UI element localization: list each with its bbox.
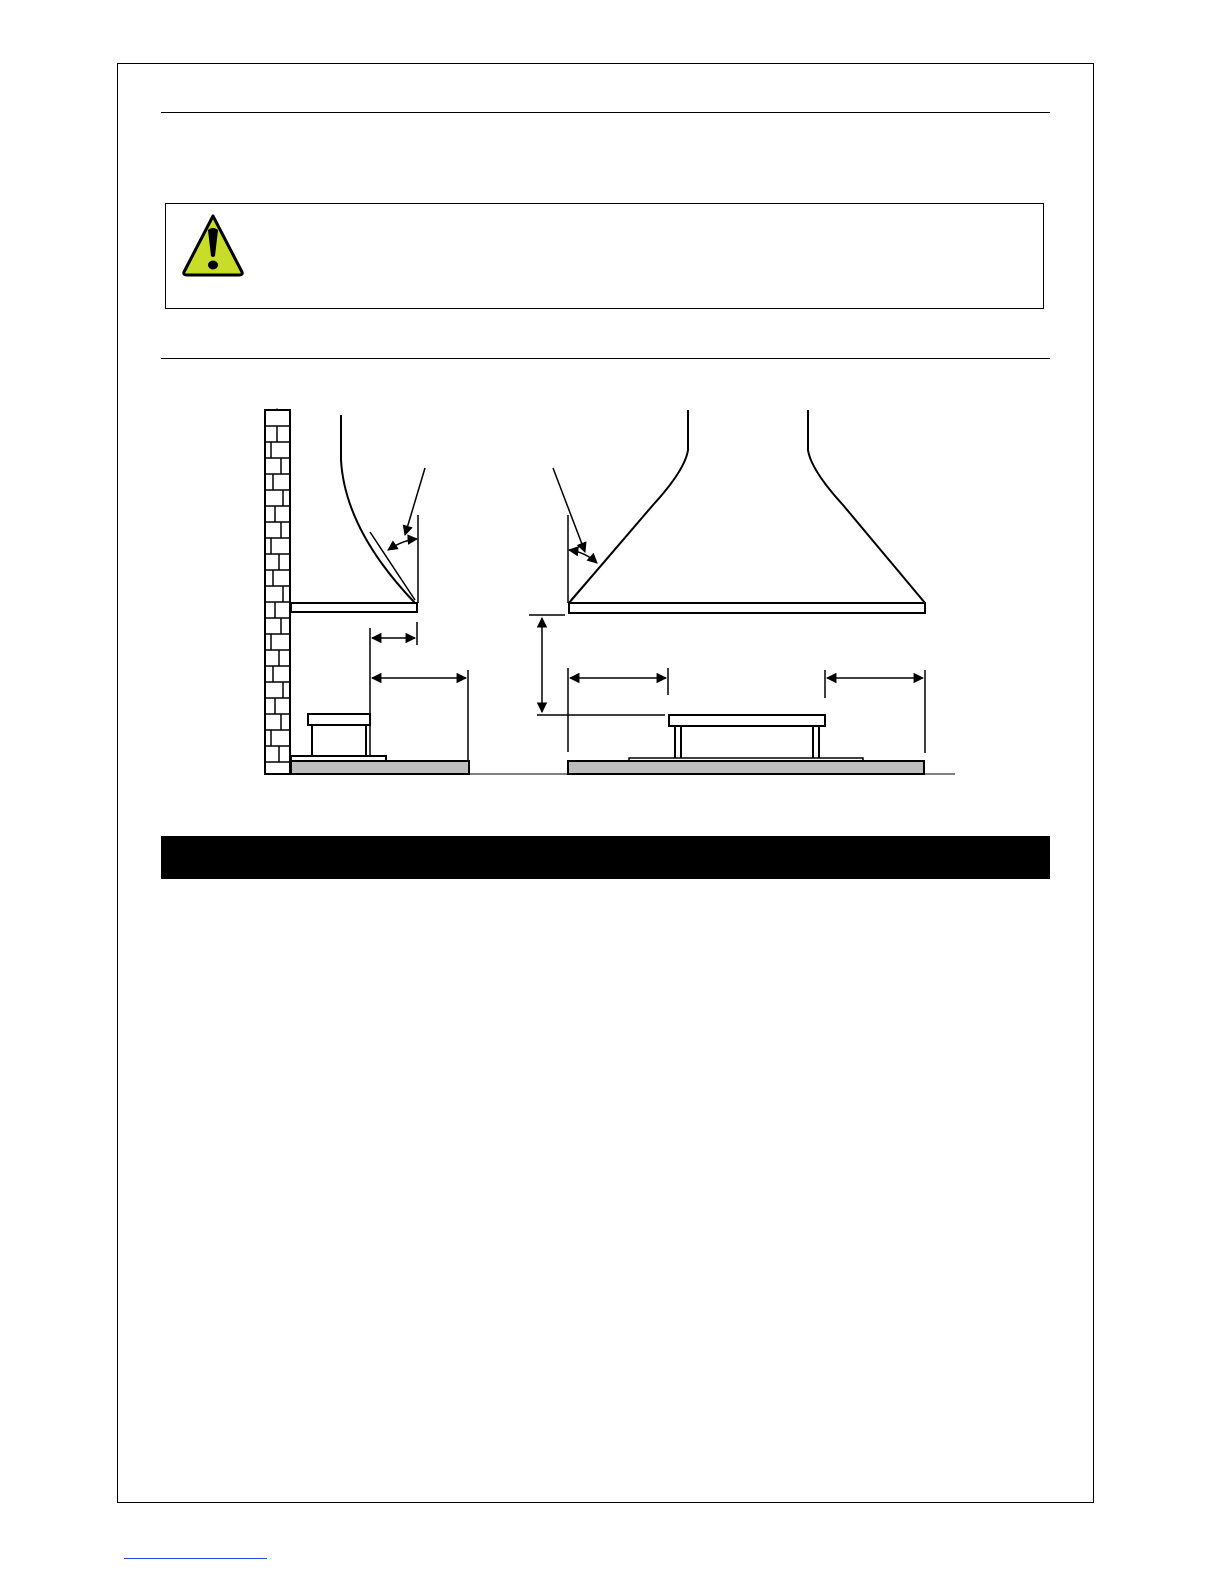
section-header-bar — [161, 836, 1050, 879]
warning-triangle-icon — [180, 212, 246, 278]
floor-right — [568, 761, 924, 774]
wall-hood-dimensions — [370, 622, 468, 760]
hood-installation-diagram — [255, 400, 965, 790]
header-rule — [161, 112, 1050, 113]
floor-left — [291, 761, 469, 774]
island-hood-angle-mark — [553, 468, 623, 603]
island-hood-front-view — [569, 410, 925, 613]
island-cooktop — [629, 715, 863, 761]
wall-hood-side-view — [291, 415, 417, 612]
section-rule — [161, 358, 1050, 359]
warning-box — [165, 203, 1044, 309]
island-hood-dimensions — [529, 615, 925, 753]
footer-link-underline[interactable] — [124, 1558, 267, 1559]
brick-wall — [265, 410, 290, 774]
wall-cooktop — [291, 714, 386, 761]
